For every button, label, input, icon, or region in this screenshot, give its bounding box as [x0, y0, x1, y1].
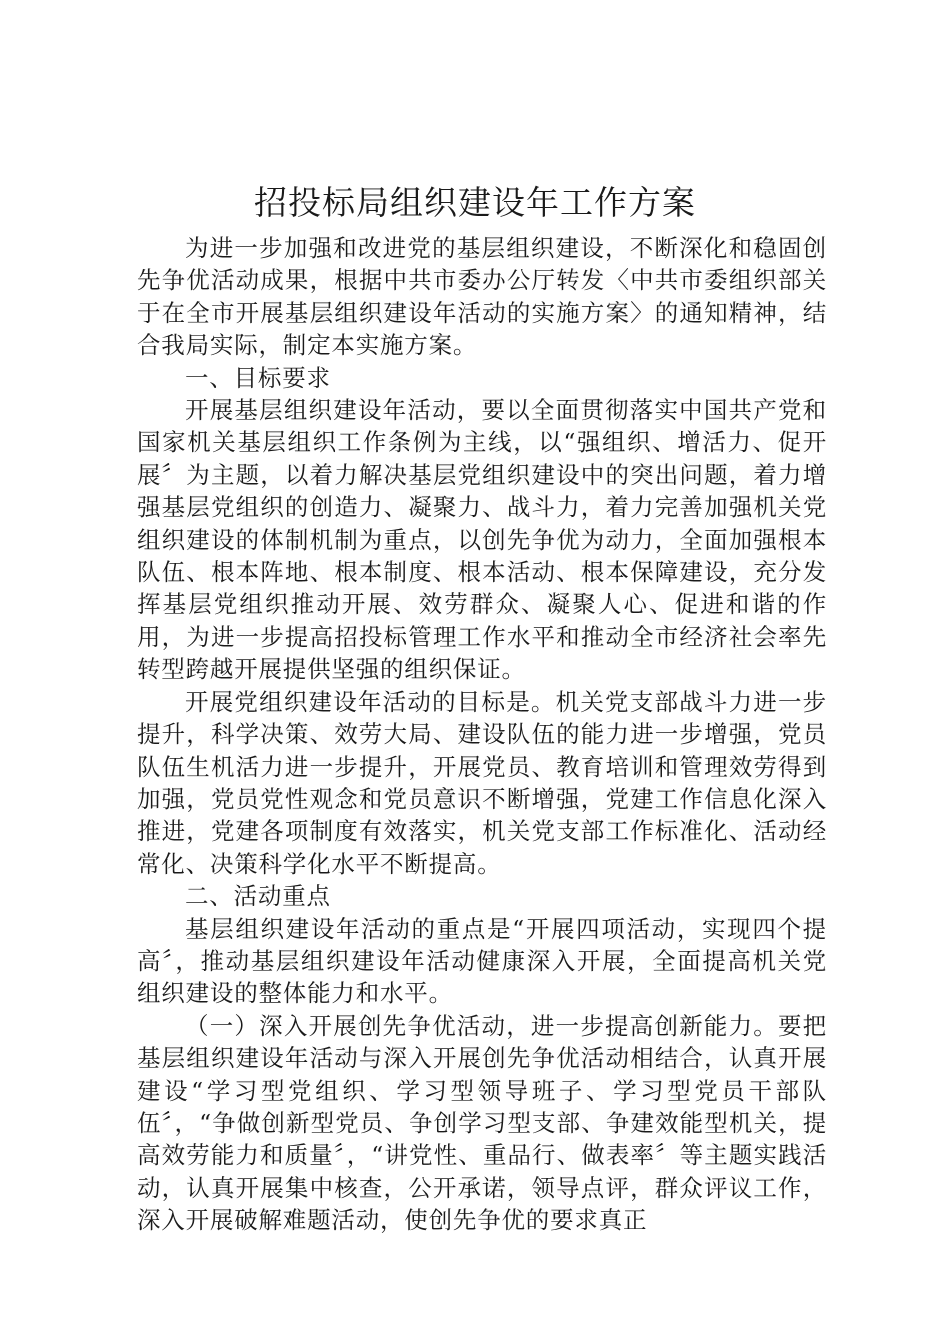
document-title: 招投标局组织建设年工作方案 — [254, 183, 696, 222]
focus-paragraph-1: 基层组织建设年活动的重点是“开展四项活动，实现四个提高〞，推动基层组织建设年活动健康深入开展，全面提高机关党组织建设的整体能力和水平。 — [137, 914, 827, 1008]
section-heading-focus: 二、活动重点 — [185, 882, 331, 911]
goals-paragraph-2: 开展党组织建设年活动的目标是。机关党支部战斗力进一步提升，科学决策、效劳大局、建设队伍的能力进一步增强，党员队伍生机活力进一步提升，开展党员、教育培训和管理效劳得到加强，党员党性观念和党员意识不断增强，党建工作信息化深入推进，党建各项制度有效落实，机关党支部工作标准化、活动经常化、决策科学化水平不断提高。 — [137, 687, 827, 878]
focus-paragraph-2: （一）深入开展创先争优活动，进一步提高创新能力。要把基层组织建设年活动与深入开展创先争优活动相结合，认真开展建设“学习型党组织、学习型领导班子、学习型党员干部队伍〞，“争做创新型党员、争创学习型支部、争建效能型机关，提高效劳能力和质量〞，“讲党性、重品行、做表率〞等主题实践活动，认真开展集中核查，公开承诺，领导点评，群众评议工作，深入开展破解难题活动，使创先争优的要求真正 — [137, 1011, 827, 1235]
section-heading-goals: 一、目标要求 — [185, 363, 331, 392]
document-body — [137, 232, 827, 1237]
intro-paragraph: 为进一步加强和改进党的基层组织建设，不断深化和稳固创先争优活动成果，根据中共市委办公厅转发〈中共市委组织部关于在全市开展基层组织建设年活动的实施方案〉的通知精神，结合我局实际，制定本实施方案。 — [137, 234, 827, 360]
goals-paragraph-1: 开展基层组织建设年活动，要以全面贯彻落实中国共产党和国家机关基层组织工作条例为主线，以“强组织、增活力、促开展〞为主题，以着力解决基层党组织建设中的突出问题，着力增强基层党组织的创造力、凝聚力、战斗力，着力完善加强机关党组织建设的体制机制为重点，以创先争优为动力，全面加强根本队伍、根本阵地、根本制度、根本活动、根本保障建设，充分发挥基层党组织推动开展、效劳群众、凝聚人心、促进和谐的作用，为进一步提高招投标管理工作水平和推动全市经济社会率先转型跨越开展提供坚强的组织保证。 — [137, 396, 827, 684]
